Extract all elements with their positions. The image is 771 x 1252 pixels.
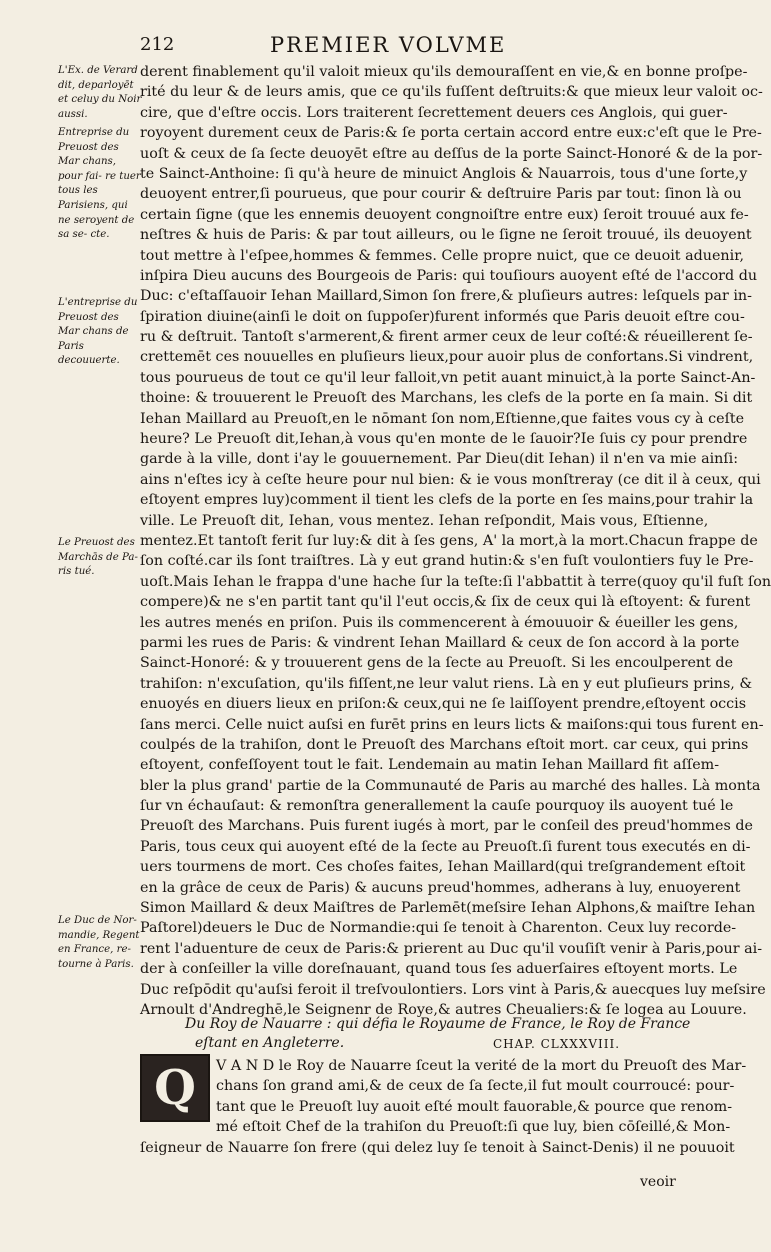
text-line: Iehan Maillard au Preuoſt,en le nōmant ſon nom,Eſtienne,que faites vous cy à ceſte — [140, 410, 745, 427]
margin-note: Le Duc de Nor- mandie, Regent en France, re- tourne à Paris. — [58, 915, 140, 970]
text-line: ville. Le Preuoſt dit, Iehan, vous mentez. Iehan reſpondit, Mais vous, Eſtienne, — [140, 512, 709, 529]
text-line: Paris, tous ceux qui auoyent eſté de la ſecte au Preuoſt.ſi furent tous executés en di- — [140, 838, 751, 855]
chapter-text-line: chans ſon grand ami,& de ceux de ſa ſecte,il fut moult courroucé: pour- — [216, 1078, 735, 1095]
text-line: Sainct-Honoré: & y trouuerent gens de la ſecte au Preuoſt. Si les encoulperent de — [140, 655, 734, 672]
chapter-number: CHAP. CLXXXVIII. — [493, 1037, 621, 1051]
text-line: compere)& ne s'en partit tant qu'il l'eut occis,& ſix de ceux qui là eſtoyent: & furent — [140, 594, 751, 611]
ornamental-dropcap — [140, 1054, 210, 1122]
text-line: uoſt.Mais Iehan le frappa d'une hache ſur la teſte:ſi l'abbattit à terre(quoy qu'il fuſt ſon — [140, 573, 771, 590]
chapter-title-line: Du Roy de Nauarre : qui défia le Royaume de France, le Roy de France — [185, 1016, 691, 1032]
text-line: inſpira Dieu aucuns des Bourgeois de Paris: qui touſiours auoyent eſté de l'accord du — [140, 267, 758, 284]
chapter-text-line: V A N D le Roy de Nauarre ſceut la verité de la mort du Preuoſt des Mar- — [216, 1058, 747, 1074]
margin-note: Le Preuost des Marchās de Pa- ris tué. — [58, 537, 138, 578]
text-line: parmi les rues de Paris: & vindrent Iehan Maillard & ceux de ſon accord à la porte — [140, 634, 740, 651]
text-line: ſpiration diuine(ainſi le doit on ſuppoſer)furent informés que Paris deuoit eſtre cou- — [140, 308, 745, 325]
text-line: eſtoyent, confeſſoyent tout le fait. Lendemain au matin Iehan Maillard fit aſſem- — [140, 757, 720, 774]
text-line: enuoyés en diuers lieux en priſon:& ceux,qui ne ſe laiſſoyent prendre,eſtoyent occis — [140, 696, 747, 713]
chapter-title-line: eſtant en Angleterre. — [195, 1035, 345, 1051]
text-line: der à conſeiller la ville doreſnauant, quand tous ſes aduerſaires eſtoyent morts. Le — [140, 961, 738, 978]
text-line: bler la plus grand' partie de la Communauté de Paris au marché des halles. Là monta — [140, 777, 761, 794]
text-line: uoſt & ceux de ſa ſecte deuoyēt eſtre au deſſus de la porte Sainct-Honoré & de la por- — [140, 145, 763, 162]
text-line: trahiſon: n'excuſation, qu'ils fiſſent,ne leur valut riens. Là en y eut pluſieurs prins, & — [140, 675, 753, 692]
text-line: cire, que d'eſtre occis. Lors traiterent ſecrettement deuers ces Anglois, qui guer- — [140, 104, 728, 121]
text-line: Duc: c'eſtaſſauoir Iehan Maillard,Simon ſon frere,& pluſieurs autres: leſquels par in- — [140, 288, 752, 305]
catchword: veoir — [640, 1174, 676, 1190]
text-line: crettemēt ces nouuelles en pluſieurs lieux,pour auoir plus de confortans.Si vindrent, — [140, 349, 754, 366]
text-line: heure? Le Preuoſt dit,Iehan,à vous qu'en monte de le ſauoir?Ie ſuis cy pour prendre — [140, 431, 748, 448]
text-line: tout mettre à l'eſpee,hommes & femmes. Celle propre nuict, que ce deuoit aduenir, — [140, 247, 745, 264]
text-line: coulpés de la trahiſon, dont le Preuoſt des Marchans eſtoit mort. car ceux, qui prins — [140, 736, 749, 753]
text-line: mentez.Et tantoſt ferit ſur luy:& dit à ſes gens, A' la mort,à la mort.Chacun frappe de — [140, 532, 758, 549]
text-line: royoyent durement ceux de Paris:& ſe porta certain accord entre eux:c'eſt que le Pre- — [140, 125, 762, 142]
text-line: Arnoult d'Andreghē,le Seignenr de Roye,& autres Cheualiers:& ſe logea au Louure. — [140, 1001, 747, 1018]
text-line: ains n'eſtes icy à ceſte heure pour nul bien: & ie vous monſtreray (ce dit il à ceux, qui — [140, 471, 761, 488]
text-line: garde à la ville, dont i'ay le gouuernement. Par Dieu(dit Iehan) il n'en va mie ainſi: — [140, 451, 739, 468]
margin-note: L'Ex. de Verard dit, deparloyēt et celuy du Noir aussi. — [58, 65, 142, 120]
text-line: ru & deſtruit. Tantoſt s'armerent,& firent armer ceux de leur coſté:& réueillerent ſe- — [140, 329, 753, 346]
text-line: rent l'aduenture de ceux de Paris:& prierent au Duc qu'il vouſiſt venir à Paris,pour ai- — [140, 940, 763, 957]
text-line: ſur vn échauſaut: & remonſtra generallement la cauſe pourquoy ils auoyent tué le — [140, 798, 734, 815]
folio-number: 212 — [140, 34, 175, 55]
chapter-text-line: mé eſtoit Chef de la trahiſon du Preuoſt:ſi que luy, bien cōſeillé,& Mon- — [216, 1119, 731, 1136]
chapter-text-line: tant que le Preuoſt luy auoit eſté moult fauorable,& pource que renom- — [216, 1098, 733, 1115]
text-line: certain ſigne (que les ennemis deuoyent congnoiſtre entre eux) ſeroit trouué aux fe- — [140, 206, 749, 223]
main-text-block — [140, 62, 771, 1020]
text-line: uers tourmens de mort. Ces choſes faites, Iehan Maillard(qui treſgrandement eſtoit — [140, 859, 746, 876]
text-line: Preuoſt des Marchans. Puis furent iugés à mort, par le conſeil des preud'hommes de — [140, 818, 753, 835]
dropcap-letter: Q — [154, 1060, 196, 1116]
margin-note: Entreprise du Preuost des Mar chans, pour fai- re tuer tous les Parisiens, qui ne seroyent de sa se- cte. — [58, 127, 141, 241]
text-line: eſtoyent empres luy)comment il tient les clefs de la porte en ſes mains,pour trahir la — [140, 492, 754, 509]
text-line: derent finablement qu'il valoit mieux qu'ils demouraſſent en vie,& en bonne proſpe- — [140, 64, 748, 80]
running-head: PREMIER VOLVME — [270, 33, 507, 57]
text-line: Paſtorel)deuers le Duc de Normandie:qui ſe tenoit à Charenton. Ceux luy recorde- — [140, 920, 737, 937]
text-line: les autres menés en priſon. Puis ils commencerent à émouuoir & éueiller les gens, — [140, 614, 739, 631]
margin-note: L'entreprise du Preuost des Mar chans de Paris decouuerte. — [58, 297, 138, 367]
chapter-text-block — [140, 1056, 747, 1158]
text-line: ſon coſté.car ils ſont traiſtres. Là y eut grand hutin:& s'en fuſt voulontiers fuy le Pre- — [140, 553, 754, 570]
text-line: tous pourueus de tout ce qu'il leur falloit,vn petit auant minuict,à la porte Sainct-An- — [140, 369, 756, 386]
text-line: te Sainct-Anthoine: ſi qu'à heure de minuict Anglois & Nauarrois, tous d'une ſorte,y — [140, 165, 748, 182]
text-line: Duc reſpōdit qu'auſsi feroit il treſvoulontiers. Lors vint à Paris,& auecques luy meſsire — [140, 981, 766, 998]
text-line: neſtres & huis de Paris: & par tout ailleurs, ou le ſigne ne ſeroit trouué, ils deuoyent — [140, 227, 752, 244]
text-line: thoine: & trouuerent le Preuoſt des Marchans, les clefs de la porte en ſa main. Si dit — [140, 390, 753, 407]
text-line: ſans merci. Celle nuict auſsi en furēt prins en leurs licts & maiſons:qui tous furent en- — [140, 716, 764, 733]
text-line: en la grâce de ceux de Paris) & aucuns preud'hommes, adherans à luy, enuoyerent — [140, 879, 741, 896]
text-line: deuoyent entrer,ſi pourueus, que pour courir & deſtruire Paris par tout: ſinon là ou — [140, 186, 742, 203]
text-line: Simon Maillard & deux Maiſtres de Parlemēt(meſsire Iehan Alphons,& maiſtre Iehan — [140, 900, 756, 917]
chapter-text-line: ſeigneur de Nauarre ſon frere (qui delez luy ſe tenoit à Sainct-Denis) il ne pouuoit — [140, 1139, 735, 1156]
text-line: rité du leur & de leurs amis, que ce qu'ils fuſſent deſtruits:& que mieux leur valoit oc- — [140, 84, 763, 101]
